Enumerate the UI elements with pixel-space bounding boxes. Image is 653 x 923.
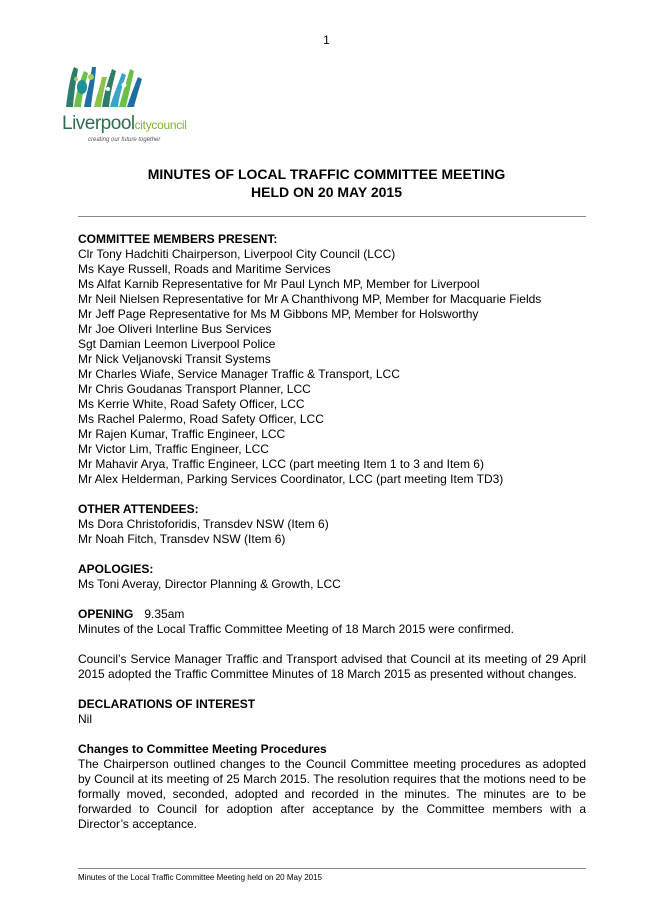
procedures-section — [78, 742, 586, 832]
council-logo-graphic — [64, 63, 144, 111]
opening-time: 9.35am — [144, 607, 185, 621]
list-item: Ms Dora Christoforidis, Transdev NSW (Item 6) — [78, 517, 329, 531]
list-item: Mr Chris Goudanas Transport Planner, LCC — [78, 382, 311, 396]
declarations-text: Nil — [78, 712, 92, 726]
list-item: Mr Neil Nielsen Representative for Mr A Chanthivong MP, Member for Macquarie Fields — [78, 292, 542, 306]
opening-text: Minutes of the Local Traffic Committee Meeting of 18 March 2015 were confirmed. — [78, 622, 514, 636]
attendees-section — [78, 502, 586, 547]
minutes-body — [78, 232, 586, 832]
list-item: Mr Mahavir Arya, Traffic Engineer, LCC (part meeting Item 1 to 3 and Item 6) — [78, 457, 484, 471]
members-heading: COMMITTEE MEMBERS PRESENT: — [78, 232, 278, 246]
apologies-section — [78, 562, 586, 592]
members-list — [78, 247, 586, 487]
apologies-heading: APOLOGIES: — [78, 562, 154, 576]
opening-heading — [78, 607, 586, 622]
council-logo-wordmark — [62, 113, 187, 135]
attendees-heading: OTHER ATTENDEES: — [78, 502, 199, 516]
header-rule — [78, 216, 586, 217]
council-logo — [62, 63, 212, 149]
document-title — [0, 165, 653, 201]
list-item: Mr Joe Oliveri Interline Bus Services — [78, 322, 272, 336]
apologies-list — [78, 577, 586, 592]
list-item: Ms Toni Averay, Director Planning & Growth, LCC — [78, 577, 341, 591]
opening-label: OPENING — [78, 607, 134, 621]
list-item: Ms Kaye Russell, Roads and Maritime Services — [78, 262, 331, 276]
list-item: Ms Rachel Palermo, Road Safety Officer, LCC — [78, 412, 324, 426]
list-item: Mr Charles Wiafe, Service Manager Traffic & Transport, LCC — [78, 367, 400, 381]
procedures-text: The Chairperson outlined changes to the Council Committee meeting procedures as adopted by Council at its meeting of 25 March 2015. The resolution requires that the motions need to be formally moved, seconded, adopted and recorded in the minutes. The minutes are to be forwarded to Council for adoption after acceptance by the Committee members with a Director’s acceptance. — [78, 757, 586, 831]
list-item: Mr Alex Helderman, Parking Services Coordinator, LCC (part meeting Item TD3) — [78, 472, 504, 486]
title-line-2: HELD ON 20 MAY 2015 — [251, 184, 402, 200]
attendees-list — [78, 517, 586, 547]
list-item: Clr Tony Hadchiti Chairperson, Liverpool City Council (LCC) — [78, 247, 396, 261]
opening-text-2: Council’s Service Manager Traffic and Transport advised that Council at its meeting of 29 April 2015 adopted the Traffic Committee Minutes of 18 March 2015 as presented without changes. — [78, 652, 586, 681]
logo-tagline: creating our future together — [88, 137, 161, 143]
list-item: Ms Kerrie White, Road Safety Officer, LCC — [78, 397, 305, 411]
procedures-heading: Changes to Committee Meeting Procedures — [78, 742, 327, 756]
footer-rule — [78, 868, 586, 869]
list-item: Sgt Damian Leemon Liverpool Police — [78, 337, 276, 351]
list-item: Mr Noah Fitch, Transdev NSW (Item 6) — [78, 532, 286, 546]
list-item: Mr Victor Lim, Traffic Engineer, LCC — [78, 442, 269, 456]
logo-word-main: Liverpool — [62, 113, 135, 134]
list-item: Ms Alfat Karnib Representative for Mr Paul Lynch MP, Member for Liverpool — [78, 277, 480, 291]
logo-word-city: citycouncil — [134, 118, 187, 132]
page-footer: Minutes of the Local Traffic Committee Meeting held on 20 May 2015 — [78, 873, 322, 882]
list-item: Mr Jeff Page Representative for Ms M Gibbons MP, Member for Holsworthy — [78, 307, 479, 321]
page-number: 1 — [323, 33, 330, 47]
opening-section — [78, 607, 586, 682]
members-section — [78, 232, 586, 487]
title-line-1: MINUTES OF LOCAL TRAFFIC COMMITTEE MEETING — [147, 166, 506, 182]
declarations-section — [78, 697, 586, 727]
list-item: Mr Nick Veljanovski Transit Systems — [78, 352, 271, 366]
declarations-heading: DECLARATIONS OF INTEREST — [78, 697, 256, 711]
list-item: Mr Rajen Kumar, Traffic Engineer, LCC — [78, 427, 286, 441]
